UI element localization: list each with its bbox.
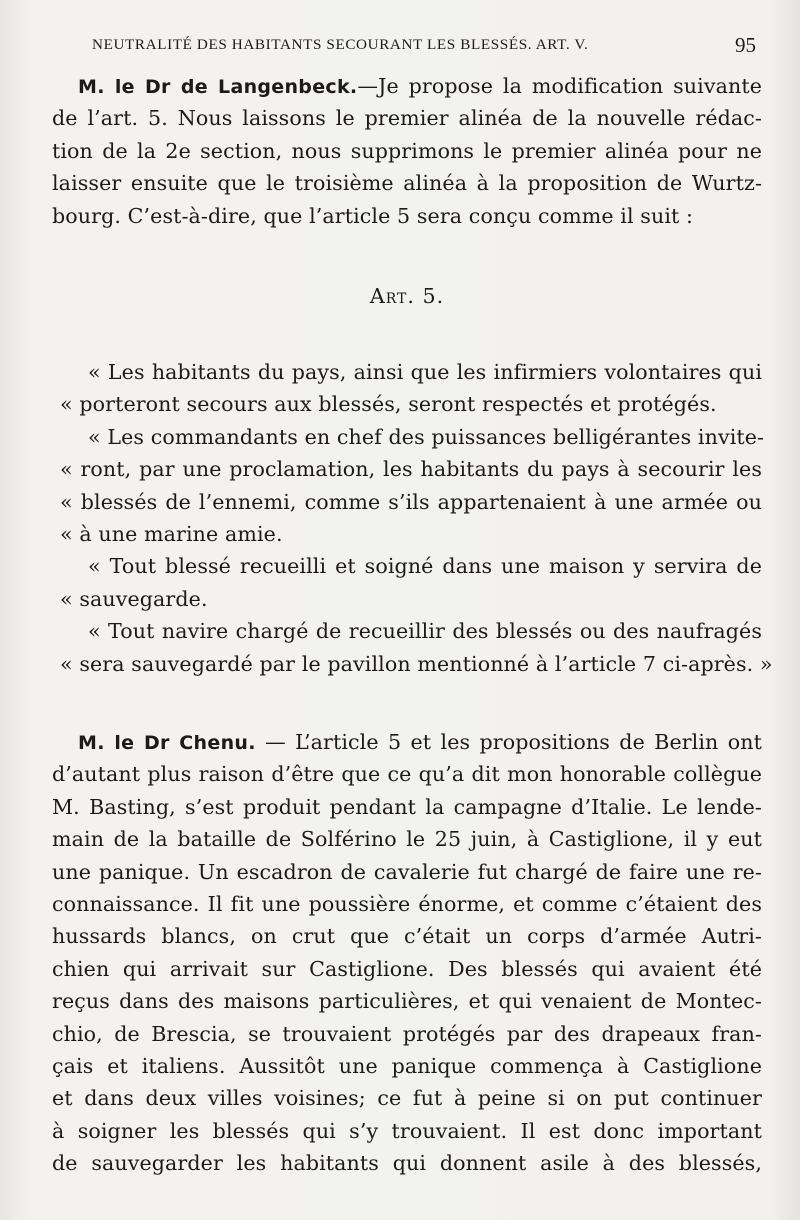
text-line: et dans deux villes voisines; ce fut à peine si on put continuer — [52, 1086, 762, 1111]
quote-line: « Tout navire chargé de recueillir des blessés ou des naufragés — [88, 619, 762, 644]
text-line: main de la bataille de Solférino le 25 juin, à Castiglione, il y eut — [52, 827, 762, 852]
text-line: hussards blancs, on crut que c’était un corps d’armée Autri- — [52, 924, 762, 949]
quote-line: « Tout blessé recueilli et soigné dans une maison y servira de — [88, 554, 762, 579]
text-line: M. le Dr de Langenbeck.—Je propose la modification suivante — [78, 74, 762, 98]
quote-line: « Les habitants du pays, ainsi que les infirmiers volontaires qui — [88, 360, 762, 384]
text-line: d’autant plus raison d’être que ce qu’a dit mon honorable collègue — [52, 762, 762, 787]
text-line: chien qui arrivait sur Castiglione. Des blessés qui avaient été — [52, 956, 762, 981]
text-line: M. le Dr Chenu. — L’article 5 et les propositions de Berlin ont — [78, 730, 762, 754]
quote-line: « blessés de l’ennemi, comme s’ils appartenaient à une armée ou — [60, 489, 762, 514]
quote-line: « sauvegarde. — [60, 586, 208, 611]
text-line: bourg. C’est-à-dire, que l’article 5 sera conçu comme il suit : — [52, 203, 694, 228]
text-line: çais et italiens. Aussitôt une panique commença à Castiglione — [52, 1053, 762, 1078]
quote-line: « sera sauvegardé par le pavillon mentionné à l’article 7 ci-après. » — [60, 651, 773, 676]
text-line: de l’art. 5. Nous laissons le premier alinéa de la nouvelle rédac- — [52, 106, 762, 131]
article-heading: Art. 5. — [369, 284, 445, 308]
text-line: chio, de Brescia, se trouvaient protégés par des drapeaux fran- — [52, 1021, 762, 1046]
speaker-name: M. le Dr Chenu. — [78, 732, 256, 754]
text-line: connaissance. Il fit une poussière énorme, et comme c’étaient des — [52, 891, 762, 916]
running-head — [92, 34, 756, 56]
chenu-paragraph — [52, 726, 762, 1179]
text-line: une panique. Un escadron de cavalerie fut chargé de faire une re- — [52, 859, 762, 884]
speaker-name: M. le Dr de Langenbeck. — [78, 76, 358, 98]
text-line: M. Basting, s’est produit pendant la campagne d’Italie. Le lende- — [52, 794, 762, 819]
article-text — [52, 356, 773, 680]
article-heading-block — [52, 280, 762, 312]
quote-line: « Les commandants en chef des puissances belligérantes invite- — [88, 424, 765, 449]
page-number: 95 — [735, 33, 756, 57]
quote-line: « à une marine amie. — [60, 521, 283, 546]
running-title: NEUTRALITÉ DES HABITANTS SECOURANT LES BLESSÉS. ART. V. — [92, 36, 589, 53]
text-line: à soigner les blessés qui s’y trouvaient. Il est donc important — [52, 1118, 762, 1143]
quote-line: « ront, par une proclamation, les habitants du pays à secourir les — [60, 457, 762, 482]
langenbeck-paragraph — [52, 70, 762, 232]
text-line: laisser ensuite que le troisième alinéa à la proposition de Wurtz- — [52, 171, 762, 196]
text-line: tion de la 2e section, nous supprimons le premier alinéa pour ne — [52, 138, 762, 163]
quote-line: « porteront secours aux blessés, seront respectés et protégés. — [60, 392, 717, 417]
text-line: reçus dans des maisons particulières, et qui venaient de Montec- — [52, 989, 762, 1014]
text-line: de sauvegarder les habitants qui donnent asile à des blessés, — [52, 1151, 762, 1176]
